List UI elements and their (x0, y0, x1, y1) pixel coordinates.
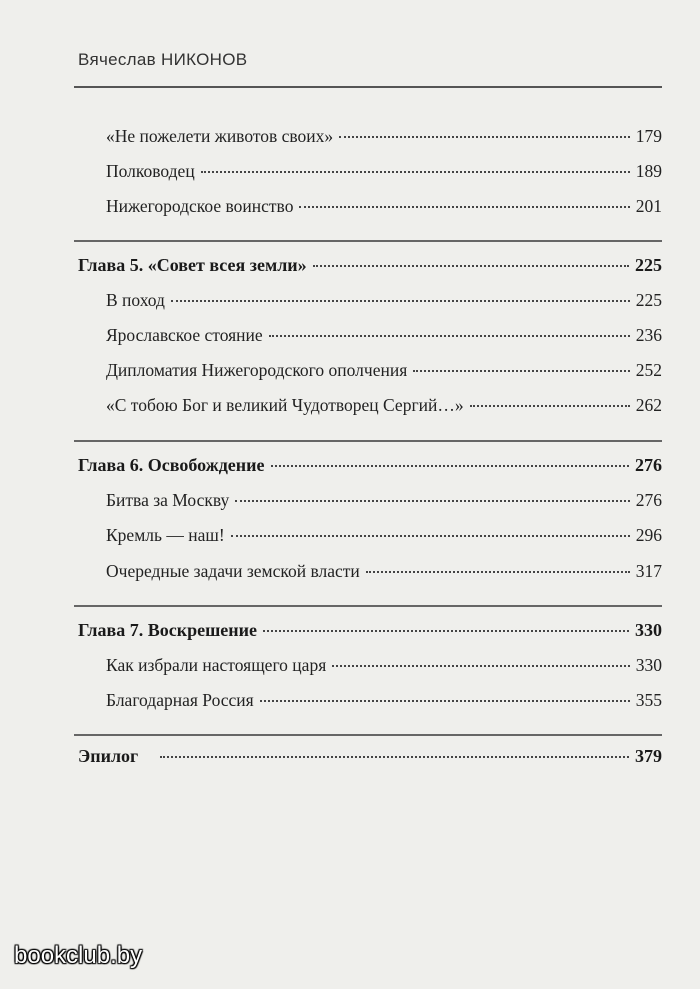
toc-leader-dots (171, 300, 630, 302)
toc-entry (106, 525, 662, 555)
toc-leader-dots (269, 335, 630, 337)
toc-leader-dots (235, 500, 629, 502)
toc-leader-dots (201, 171, 630, 173)
toc-entry (106, 290, 662, 320)
toc-entry (106, 360, 662, 390)
toc-entry-title: Очередные задачи земской власти (106, 561, 360, 581)
toc-entry-page: 262 (635, 395, 662, 415)
toc-chapter-page: 330 (635, 620, 662, 640)
toc-chapter (78, 620, 662, 650)
toc-leader-dots (271, 465, 629, 467)
toc-entry-title: Битва за Москву (106, 490, 230, 510)
toc-entry (106, 395, 662, 425)
toc-chapter (78, 455, 662, 485)
toc-entry-page: 276 (635, 490, 662, 510)
running-head-author: Вячеслав НИКОНОВ (78, 50, 248, 69)
toc-entry (106, 655, 662, 685)
section-separator (74, 240, 662, 242)
toc-entry-title: «Не пожелети животов своих» (106, 126, 334, 146)
toc-chapter-page: 379 (635, 746, 662, 766)
toc-leader-dots (231, 535, 630, 537)
section-separator (74, 605, 662, 607)
toc-entry-title: Благодарная Россия (106, 690, 254, 710)
toc-leader-dots (263, 630, 629, 632)
watermark: bookclub.by (14, 942, 143, 969)
toc-entry-page: 296 (635, 525, 662, 545)
header-rule (74, 86, 662, 88)
toc-entry (106, 690, 662, 720)
toc-leader-dots (160, 756, 629, 758)
toc-leader-dots (470, 405, 630, 407)
toc-entry-title: Дипломатия Нижегородского ополчения (106, 360, 408, 380)
toc-chapter (78, 255, 662, 285)
toc-entry-page: 201 (635, 196, 662, 216)
toc-entry-page: 236 (635, 325, 662, 345)
toc-entry-title: Ярославское стояние (106, 325, 263, 345)
toc-chapter-page: 276 (635, 455, 662, 475)
toc-entry-title: В поход (106, 290, 165, 310)
toc-leader-dots (313, 265, 629, 267)
toc-entry-title: Кремль — наш! (106, 525, 225, 545)
toc-chapter-page: 225 (635, 255, 662, 275)
toc-entry-page: 330 (635, 655, 662, 675)
toc-chapter-title: Глава 5. «Совет всея земли» (78, 255, 307, 275)
toc-leader-dots (332, 665, 630, 667)
toc-leader-dots (413, 370, 629, 372)
toc-chapter (78, 746, 662, 776)
toc-leader-dots (339, 136, 630, 138)
section-separator (74, 440, 662, 442)
toc-entry (106, 161, 662, 191)
toc-entry (106, 325, 662, 355)
toc-leader-dots (366, 571, 630, 573)
toc-leader-dots (260, 700, 630, 702)
toc-entry-page: 189 (635, 161, 662, 181)
toc-entry-title: «С тобою Бог и великий Чудотворец Сергий…» (106, 395, 464, 415)
section-separator (74, 734, 662, 736)
toc-entry (106, 126, 662, 156)
toc-entry-page: 225 (635, 290, 662, 310)
toc-entry (106, 561, 662, 591)
toc-entry (106, 490, 662, 520)
toc-entry-title: Нижегородское воинство (106, 196, 294, 216)
toc-entry-page: 317 (635, 561, 662, 581)
toc-entry-page: 179 (635, 126, 662, 146)
toc-entry-page: 252 (635, 360, 662, 380)
toc-chapter-title: Глава 6. Освобождение (78, 455, 265, 475)
toc-chapter-title: Эпилог (78, 746, 139, 766)
toc-leader-dots (299, 206, 629, 208)
toc-chapter-title: Глава 7. Воскрешение (78, 620, 258, 640)
toc-entry-page: 355 (635, 690, 662, 710)
toc-entry-title: Полководец (106, 161, 195, 181)
toc-entry-title: Как избрали настоящего царя (106, 655, 327, 675)
toc-entry (106, 196, 662, 226)
